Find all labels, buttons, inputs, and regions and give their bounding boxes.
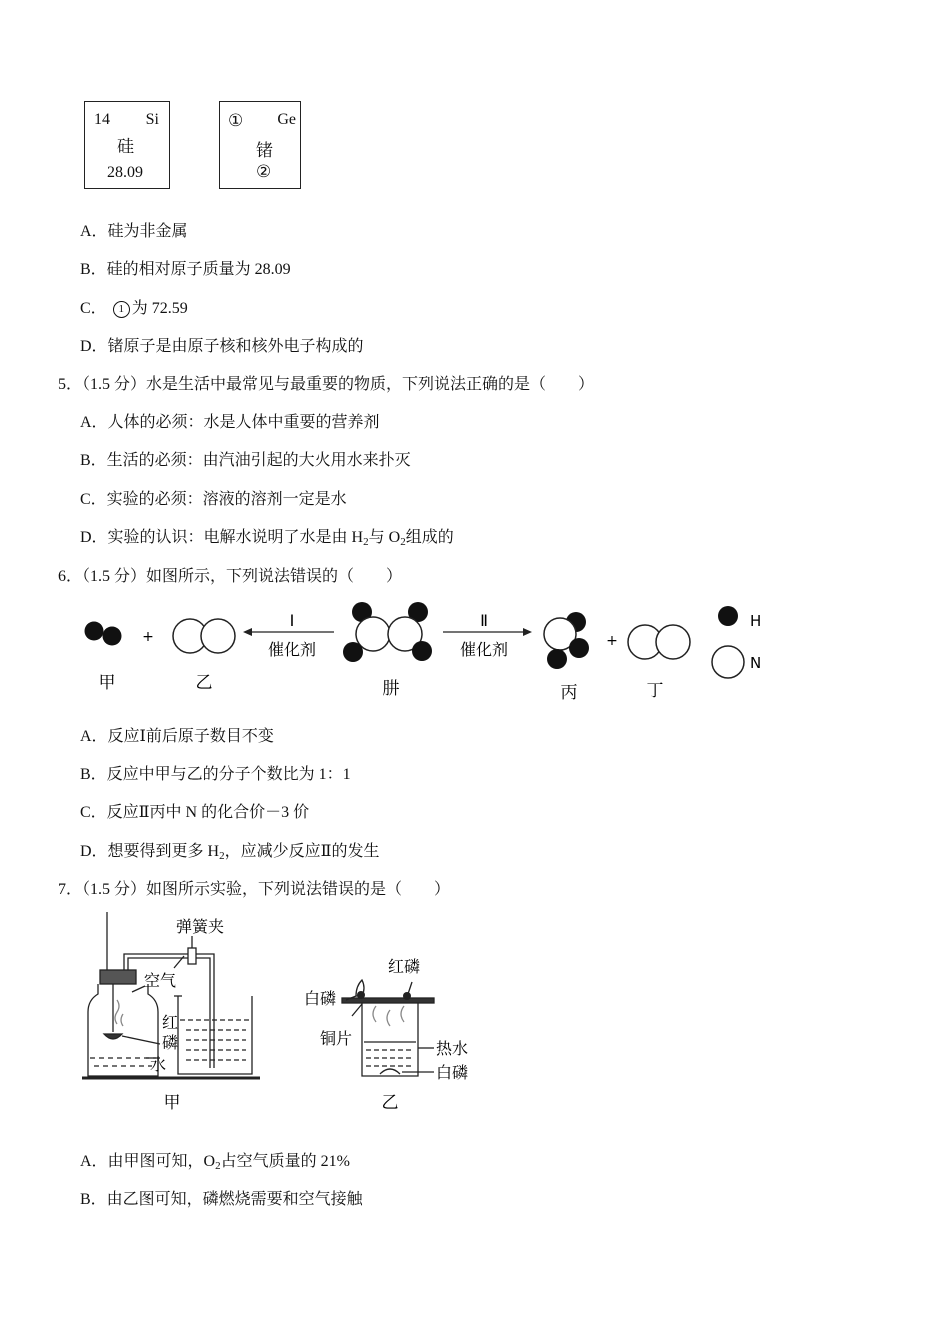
white-p-on-plate: [357, 991, 365, 999]
label-jia: 甲: [98, 673, 116, 693]
ge-atomic-number: ①: [228, 111, 244, 130]
label-water: 水: [150, 1055, 167, 1074]
si-name: 硅: [117, 137, 134, 156]
legend-n-atom: [712, 646, 744, 678]
legend-h-label: H: [750, 612, 762, 630]
arrow2-label: Ⅱ: [480, 611, 488, 630]
ge-name: 锗: [256, 141, 273, 160]
label-white-p-bottom: 白磷: [436, 1063, 469, 1082]
q5-option-b: B．生活的必须：由汽油引起的大火用水来扑灭: [80, 452, 411, 469]
beaker: [178, 996, 252, 1074]
label-ding: 丁: [646, 681, 664, 701]
q5-option-c: C．实验的必须：溶液的溶剂一定是水: [80, 491, 347, 508]
arrow1-label: Ⅰ: [289, 611, 295, 630]
catalyst-label-2: 催化剂: [459, 640, 509, 659]
plus-sign: +: [142, 629, 154, 645]
q5-stem: 5．（1.5 分）水是生活中最常见与最重要的物质，下列说法正确的是（ ）: [58, 376, 595, 393]
label-red-p-1: 红: [162, 1013, 179, 1032]
molecule-yi: [173, 619, 235, 653]
q4-option-a: A．硅为非金属: [80, 223, 188, 240]
label-hot-water: 热水: [436, 1039, 469, 1058]
legend-h-atom: [718, 606, 738, 626]
arrowhead-left: [243, 628, 252, 636]
gas-jar: [88, 984, 158, 1076]
si-atomic-mass: 28.09: [107, 164, 143, 181]
red-p-on-plate: [403, 992, 411, 1000]
copper-plate: [342, 998, 434, 1003]
molecule-jing: [343, 602, 432, 662]
spring-clamp: [188, 948, 196, 964]
label-yi-exp: 乙: [381, 1093, 399, 1113]
experiment-diagram: [0, 912, 950, 1118]
q7-option-b: B．由乙图可知，磷燃烧需要和空气接触: [80, 1191, 363, 1208]
molecule-bing: [544, 612, 589, 669]
q6-option-d: D．想要得到更多 $H_2$，应减少反应Ⅱ的发生: [80, 843, 380, 862]
q4-option-d: D．锗原子是由原子核和核外电子构成的: [80, 338, 364, 355]
label-red-p-2: 磷: [162, 1033, 179, 1052]
molecule-jia: [85, 622, 122, 646]
q6-option-a: A．反应Ⅰ前后原子数目不变: [80, 728, 274, 745]
q7-stem: 7．（1.5 分）如图所示实验，下列说法错误的是（ ）: [58, 881, 451, 898]
catalyst-label-1: 催化剂: [267, 640, 317, 659]
label-clamp: 弹簧夹: [176, 917, 225, 936]
ge-atomic-mass: ②: [256, 162, 272, 181]
q5-option-a: A．人体的必须：水是人体中重要的营养剂: [80, 414, 380, 431]
q6-option-c: C．反应Ⅱ丙中 N 的化合价－3 价: [80, 804, 310, 821]
label-jing: 肼: [382, 679, 400, 699]
reaction-diagram: [0, 596, 950, 708]
q6-stem: 6．（1.5 分）如图所示，下列说法错误的（ ）: [58, 568, 403, 585]
beaker-yi: [362, 1003, 418, 1076]
ge-symbol: Ge: [277, 111, 296, 128]
molecule-ding: [628, 625, 690, 659]
label-red-p: 红磷: [388, 957, 421, 976]
label-bing: 丙: [560, 683, 578, 703]
plus-sign-2: +: [606, 633, 618, 649]
element-card-silicon: [84, 101, 170, 189]
q7-option-a: A．由甲图可知，$O_2$占空气质量的 21%: [80, 1153, 350, 1172]
label-air: 空气: [144, 971, 177, 990]
label-white-p-top: 白磷: [304, 989, 337, 1008]
q5-option-d: D．实验的认识：电解水说明了水是由 $H_2$与 $O_2$组成的: [80, 529, 454, 548]
label-yi: 乙: [195, 673, 213, 693]
legend-n-label: N: [750, 654, 762, 672]
q4-option-b: B．硅的相对原子质量为 28.09: [80, 261, 291, 278]
circled-number: 1: [113, 301, 130, 318]
q4-option-c: C． 1 为 72.59: [80, 300, 188, 317]
jar-stopper: [100, 970, 136, 984]
label-jia-exp: 甲: [163, 1093, 181, 1113]
q6-option-b: B．反应中甲与乙的分子个数比为 1：1: [80, 766, 351, 783]
si-symbol: Si: [145, 111, 159, 128]
si-atomic-number: 14: [94, 111, 110, 128]
arrowhead-right: [523, 628, 532, 636]
element-card-germanium: [219, 101, 301, 189]
label-copper: 铜片: [320, 1029, 353, 1048]
